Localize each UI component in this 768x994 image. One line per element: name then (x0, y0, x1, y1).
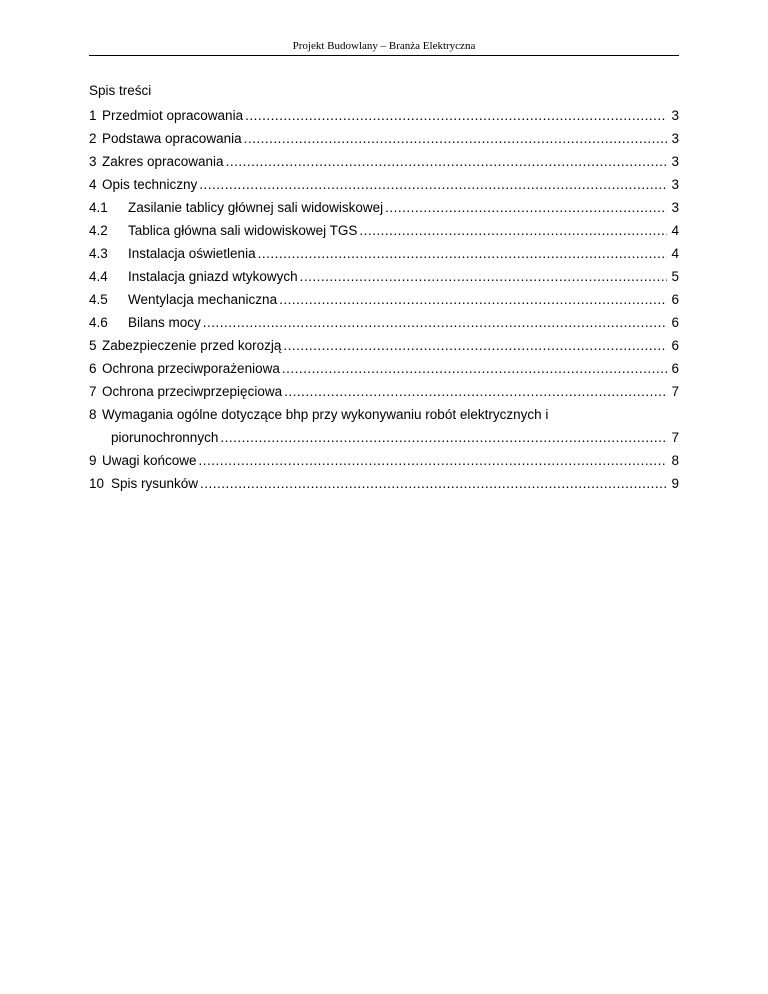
toc-entry-number: 4.3 (89, 246, 108, 261)
toc-leader-dots (283, 334, 667, 357)
toc-leader-dots (199, 449, 667, 472)
toc-entry-4-2[interactable] (89, 219, 679, 242)
toc-leader-dots (279, 288, 667, 311)
toc-leader-dots (199, 173, 667, 196)
toc-leader-dots (258, 242, 667, 265)
toc-entry-3[interactable] (89, 150, 679, 173)
toc-entry-page: 3 (671, 200, 679, 215)
toc-leader-dots (245, 104, 667, 127)
toc-entry-page: 6 (671, 292, 679, 307)
toc-entry-7[interactable] (89, 380, 679, 403)
toc-entry-8[interactable] (89, 403, 679, 426)
toc-entry-2[interactable] (89, 127, 679, 150)
toc-leader-dots (282, 357, 667, 380)
toc-entry-label: Przedmiot opracowania (102, 108, 244, 123)
toc-entry-label: Zasilanie tablicy głównej sali widowiskowej (128, 200, 384, 215)
toc-entry-1[interactable] (89, 104, 679, 127)
toc-entry-number: 6 (89, 361, 97, 376)
table-of-contents (89, 80, 679, 495)
toc-entry-number: 4.6 (89, 315, 108, 330)
toc-entry-label: Ochrona przeciwporażeniowa (102, 361, 280, 376)
toc-entry-page: 3 (671, 177, 679, 192)
toc-entry-page: 9 (671, 476, 679, 491)
toc-entry-4-3[interactable] (89, 242, 679, 265)
toc-entry-number: 5 (89, 338, 97, 353)
toc-leader-dots (203, 311, 667, 334)
toc-leader-dots (244, 127, 667, 150)
toc-title: Spis treści (89, 83, 152, 98)
toc-entry-label: Tablica główna sali widowiskowej TGS (128, 223, 358, 238)
toc-entry-number: 4.2 (89, 223, 108, 238)
toc-entry-number: 2 (89, 131, 97, 146)
toc-leader-dots (359, 219, 667, 242)
toc-entry-page: 5 (671, 269, 679, 284)
toc-entry-label: Ochrona przeciwprzepięciowa (102, 384, 283, 399)
toc-entry-number: 4.5 (89, 292, 108, 307)
toc-entry-label: Opis techniczny (102, 177, 198, 192)
toc-entry-label: Bilans mocy (128, 315, 201, 330)
toc-entry-label: Wymagania ogólne dotyczące bhp przy wykonywaniu robót elektrycznych i (102, 407, 549, 422)
toc-entry-number: 1 (89, 108, 97, 123)
toc-entry-label-continuation: piorunochronnych (111, 430, 219, 445)
toc-entry-number: 10 (89, 476, 105, 491)
toc-entry-number: 4 (89, 177, 97, 192)
toc-entry-label: Zakres opracowania (102, 154, 224, 169)
toc-entry-label: Uwagi końcowe (102, 453, 197, 468)
toc-entry-number: 3 (89, 154, 97, 169)
toc-entry-number: 7 (89, 384, 97, 399)
toc-entry-page: 6 (671, 315, 679, 330)
toc-entry-page: 4 (671, 246, 679, 261)
toc-entry-page: 7 (671, 384, 679, 399)
toc-leader-dots (284, 380, 667, 403)
page-header: Projekt Budowlany – Branża Elektryczna (89, 40, 679, 56)
toc-entry-4[interactable] (89, 173, 679, 196)
toc-leader-dots (226, 150, 667, 173)
toc-entry-label: Wentylacja mechaniczna (128, 292, 278, 307)
toc-entry-4-5[interactable] (89, 288, 679, 311)
toc-entry-label: Zabezpieczenie przed korozją (102, 338, 282, 353)
toc-entry-number: 8 (89, 407, 97, 422)
toc-leader-dots (200, 472, 667, 495)
toc-entry-page: 8 (671, 453, 679, 468)
toc-entry-label: Instalacja gniazd wtykowych (128, 269, 298, 284)
toc-entry-6[interactable] (89, 357, 679, 380)
toc-entry-page: 6 (671, 338, 679, 353)
toc-entry-4-4[interactable] (89, 265, 679, 288)
toc-leader-dots (220, 426, 667, 449)
toc-entry-page: 3 (671, 154, 679, 169)
toc-entry-number: 9 (89, 453, 97, 468)
toc-entry-label: Instalacja oświetlenia (128, 246, 256, 261)
toc-entry-4-6[interactable] (89, 311, 679, 334)
toc-entry-label: Podstawa opracowania (102, 131, 242, 146)
toc-entry-page: 7 (671, 430, 679, 445)
toc-entry-page: 6 (671, 361, 679, 376)
toc-entry-page: 4 (671, 223, 679, 238)
toc-leader-dots (300, 265, 667, 288)
toc-entry-10[interactable] (89, 472, 679, 495)
toc-entry-page: 3 (671, 131, 679, 146)
toc-entry-number: 4.1 (89, 200, 108, 215)
toc-entry-9[interactable] (89, 449, 679, 472)
toc-entry-4-1[interactable] (89, 196, 679, 219)
toc-entry-page: 3 (671, 108, 679, 123)
toc-entry-label: Spis rysunków (111, 476, 199, 491)
toc-entry-5[interactable] (89, 334, 679, 357)
toc-leader-dots (385, 196, 667, 219)
toc-entry-8-continuation[interactable] (89, 426, 679, 449)
toc-entry-number: 4.4 (89, 269, 108, 284)
